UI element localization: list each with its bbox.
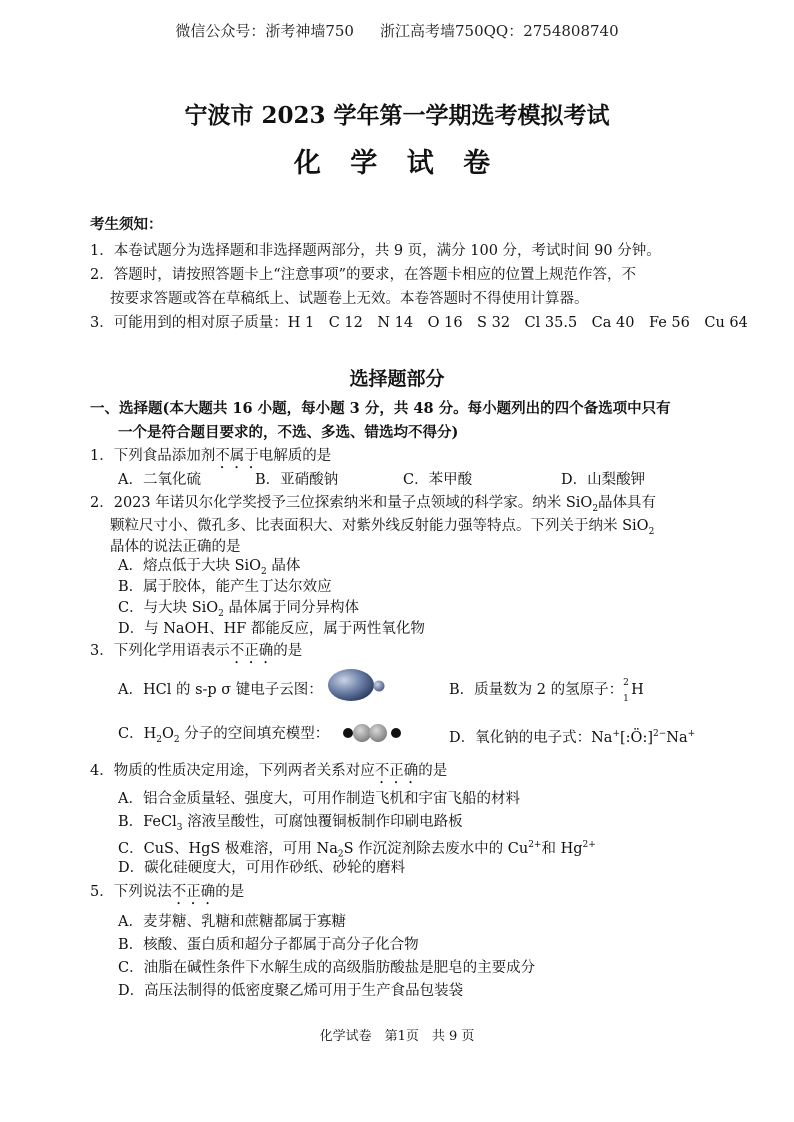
emphasis-text: 不正确 — [229, 643, 274, 659]
emphasis-text: 不属于 — [215, 448, 259, 464]
wechat-account: 微信公众号：浙考神墙750 — [175, 22, 354, 40]
question-5-option-c: C．油脂在碱性条件下水解生成的高级脂肪酸盐是肥皂的主要成分 — [118, 960, 536, 976]
question-1-option-b: B．亚硝酸钠 — [255, 472, 339, 488]
question-4-option-b: B．FeCl$_3$ 溶液呈酸性，可腐蚀覆铜板制作印刷电路板 — [118, 814, 463, 833]
exam-title: 宁波市 2023 学年第一学期选考模拟考试 — [184, 102, 610, 129]
subject-title: 化 学 试 卷 — [293, 148, 501, 179]
question-4-option-a: A．铝合金质量轻、强度大，可用作制造飞机和宇宙飞船的材料 — [118, 791, 520, 807]
sp-sigma-orbital-image — [326, 666, 390, 704]
question-5-option-a: A．麦芽糖、乳糖和蔗糖都属于寡糖 — [118, 914, 346, 930]
question-2-stem: 颗粒尺寸小、微孔多、比表面积大、对紫外线反射能力强等特点。下列关于纳米 SiO$_2$ — [110, 518, 655, 537]
question-2-option-b: B．属于胶体，能产生丁达尔效应 — [118, 579, 332, 595]
question-2-option-a: A．熔点低于大块 SiO$_2$ 晶体 — [118, 558, 301, 577]
part-instructions: 一、选择题(本大题共 16 小题，每小题 3 分，共 48 分。每小题列出的四个备选项中只有 — [90, 400, 671, 417]
question-5-option-b: B．核酸、蛋白质和超分子都属于高分子化合物 — [118, 937, 419, 953]
question-3-option-b: B．质量数为 2 的氢原子： 2 1 H — [449, 678, 644, 704]
emphasis-text: 不正确 — [374, 763, 419, 779]
section-title: 选择题部分 — [349, 368, 445, 390]
notice-item: 2．答题时，请按照答题卡上“注意事项”的要求，在答题卡相应的位置上规范作答，不 — [90, 267, 637, 283]
question-2-stem: 2．2023 年诺贝尔化学奖授予三位探索纳米和量子点领域的科学家。纳米 SiO$_2$晶体具有 — [90, 495, 657, 514]
question-1-option-a: A．二氧化硫 — [118, 472, 201, 488]
question-2-option-d: D．与 NaOH、HF 都能反应，属于两性氧化物 — [118, 621, 425, 637]
question-2-stem: 晶体的说法正确的是 — [110, 539, 241, 555]
watermark-header — [0, 20, 794, 41]
question-1-stem: 1．下列食品添加剂不属于电解质的是 — [90, 448, 332, 464]
page-footer: 化学试卷 第1页 共 9 页 — [319, 1029, 475, 1044]
question-5-stem: 5．下列说法不正确的是 — [90, 884, 245, 900]
question-1-option-c: C．苯甲酸 — [403, 472, 473, 488]
notice-heading: 考生须知： — [90, 216, 163, 233]
question-1-option-d: D．山梨酸钾 — [561, 472, 646, 488]
notice-item: 按要求答题或答在草稿纸上、试题卷上无效。本卷答题时不得使用计算器。 — [110, 291, 589, 307]
question-4-option-c: C．CuS、HgS 极难溶，可用 $Na_2S$ 作沉淀剂除去废水中的 $Cu^{2+}$和 $Hg^{2+}$ — [118, 840, 596, 860]
question-3-stem: 3．下列化学用语表示不正确的是 — [90, 643, 303, 659]
notice-item: 3．可能用到的相对原子质量：H 1 C 12 N 14 O 16 S 32 Cl 35.5 Ca 40 Fe 56 Cu 64 — [90, 315, 748, 331]
question-3-option-d: D．氧化钠的电子式：Na+[:Ö:]$^{2-}$Na+ — [449, 729, 696, 746]
question-3-option-a: A．HCl 的 s-p σ 键电子云图： — [118, 682, 323, 698]
emphasis-text: 不正确 — [171, 884, 216, 900]
question-4-option-d: D．碳化硅硬度大，可用作砂纸、砂轮的磨料 — [118, 860, 406, 876]
question-5-option-d: D．高压法制得的低密度聚乙烯可用于生产食品包装袋 — [118, 983, 464, 999]
question-3-option-c: C．$H_2O_2$ 分子的空间填充模型： — [118, 726, 330, 745]
qq-contact: 浙江高考墙750QQ：2754808740 — [379, 22, 619, 40]
question-2-option-c: C．与大块 SiO$_2$ 晶体属于同分异构体 — [118, 600, 360, 619]
question-4-stem: 4．物质的性质决定用途，下列两者关系对应不正确的是 — [90, 763, 448, 779]
part-instructions: 一个是符合题目要求的，不选、多选、错选均不得分) — [118, 424, 459, 441]
h2o2-space-filling-model — [340, 720, 406, 746]
notice-item: 1．本卷试题分为选择题和非选择题两部分，共 9 页，满分 100 分，考试时间 90 分钟。 — [90, 243, 661, 259]
